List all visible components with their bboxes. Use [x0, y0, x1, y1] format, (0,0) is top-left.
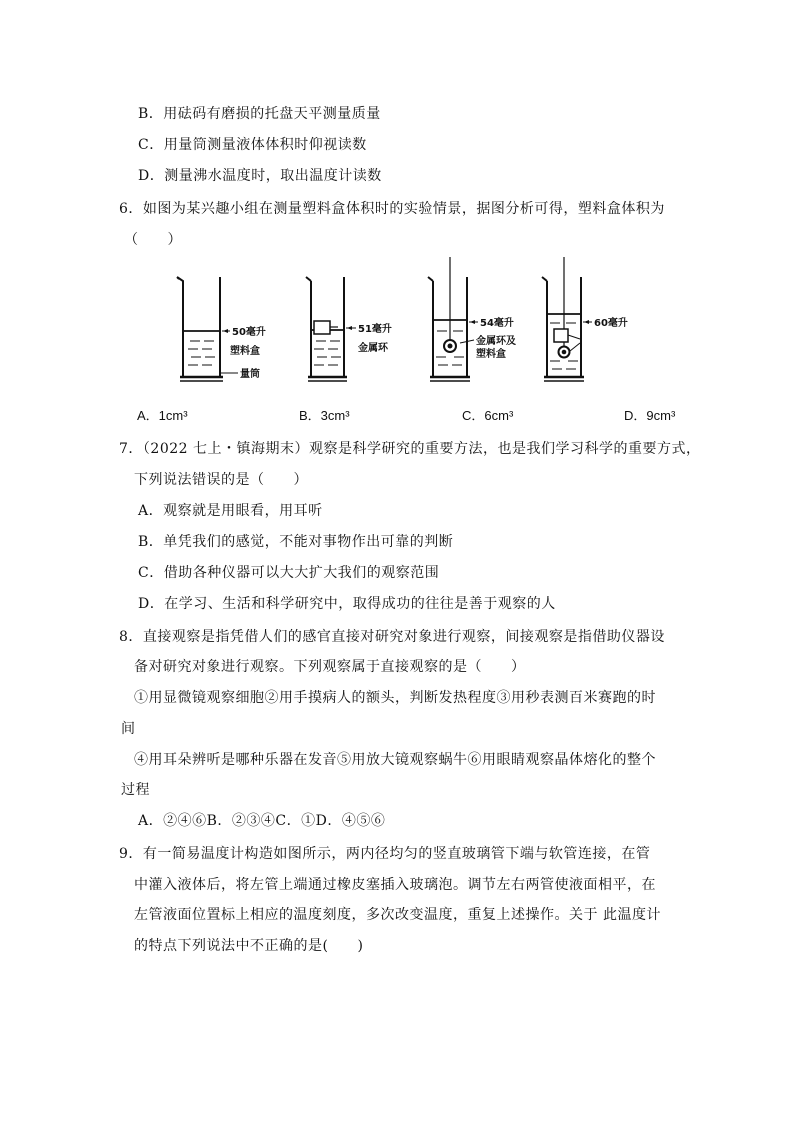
label-c3-object-line-1: 金属环及 [476, 336, 516, 347]
label-c1-object: 塑料盒 [230, 346, 260, 357]
q6-figure-graduated-cylinders [170, 255, 690, 385]
q8-items-line-3: ④用耳朵辨听是哪种乐器在发音⑤用放大镜观察蜗牛⑥用眼睛观察晶体熔化的整个 [134, 752, 656, 768]
label-c1-cylinder: 量筒 [240, 369, 260, 380]
q7-option-d: D．在学习、生活和科学研究中，取得成功的往往是善于观察的人 [138, 596, 556, 612]
cylinder-4-with-box-and-ring [542, 257, 628, 381]
q5-option-b: B．用砝码有磨损的托盘天平测量质量 [138, 106, 381, 122]
plastic-box-shape [314, 321, 330, 334]
q8-items-line-2: 间 [121, 721, 136, 737]
q5-option-c: C．用量筒测量液体体积时仰视读数 [138, 137, 367, 153]
q9-stem-line-2: 中灌入液体后，将左管上端通过橡皮塞插入玻璃泡。调节左右两管使液面相平，在 [134, 877, 656, 893]
q6-stem-line-2: （ ） [124, 232, 182, 248]
q7-stem-line-2: 下列说法错误的是（ ） [134, 472, 308, 488]
q5-option-d: D．测量沸水温度时，取出温度计读数 [138, 168, 382, 184]
q8-stem-line-2: 备对研究对象进行观察。下列观察属于直接观察的是（ ） [134, 659, 526, 675]
label-c2-volume: 51毫升 [358, 324, 392, 335]
q6-option-a: A．1cm³ [137, 408, 188, 423]
q6-option-c: C．6cm³ [462, 408, 514, 423]
cylinder-2-with-box [306, 277, 392, 381]
label-c2-object: 金属环 [358, 343, 388, 354]
q7-option-c: C．借助各种仪器可以大大扩大我们的观察范围 [138, 565, 440, 581]
q7-option-b: B．单凭我们的感觉，不能对事物作出可靠的判断 [138, 534, 454, 550]
q6-options-row [137, 405, 697, 425]
label-c4-volume: 60毫升 [594, 318, 628, 329]
q7-stem-line-1: 7．（2022 七上・镇海期末）观察是科学研究的重要方法，也是我们学习科学的重要方式， [119, 441, 701, 457]
label-c1-volume: 50毫升 [232, 327, 266, 338]
q8-items-line-1: ①用显微镜观察细胞②用手摸病人的额头，判断发热程度③用秒表测百米赛跑的时 [134, 690, 656, 706]
q8-stem-line-1: 8．直接观察是指凭借人们的感官直接对研究对象进行观察，间接观察是指借助仪器设 [119, 629, 665, 645]
q7-option-a: A．观察就是用眼看，用耳听 [138, 503, 323, 519]
q6-option-d: D．9cm³ [624, 408, 676, 423]
q9-stem-line-3: 左管液面位置标上相应的温度刻度，多次改变温度，重复上述操作。关于 此温度计 [134, 907, 661, 923]
label-c3-volume: 54毫升 [480, 318, 514, 329]
q8-items-line-4: 过程 [121, 782, 150, 798]
box-and-ring-shape [554, 329, 568, 342]
label-c3-object-line-2: 塑料盒 [476, 349, 506, 360]
q6-option-b: B．3cm³ [299, 408, 350, 423]
q9-stem-line-4: 的特点下列说法中不正确的是( ) [134, 938, 364, 954]
q9-stem-line-1: 9．有一简易温度计构造如图所示，两内径均匀的竖直玻璃管下端与软管连接，在管 [119, 846, 651, 862]
q8-options: A．②④⑥B．②③④C．①D．④⑤⑥ [138, 813, 386, 829]
cylinder-3-with-ring [428, 257, 516, 381]
cylinder-1-empty [177, 277, 266, 381]
q6-stem-line-1: 6．如图为某兴趣小组在测量塑料盒体积时的实验情景，据图分析可得，塑料盒体积为 [119, 201, 665, 217]
